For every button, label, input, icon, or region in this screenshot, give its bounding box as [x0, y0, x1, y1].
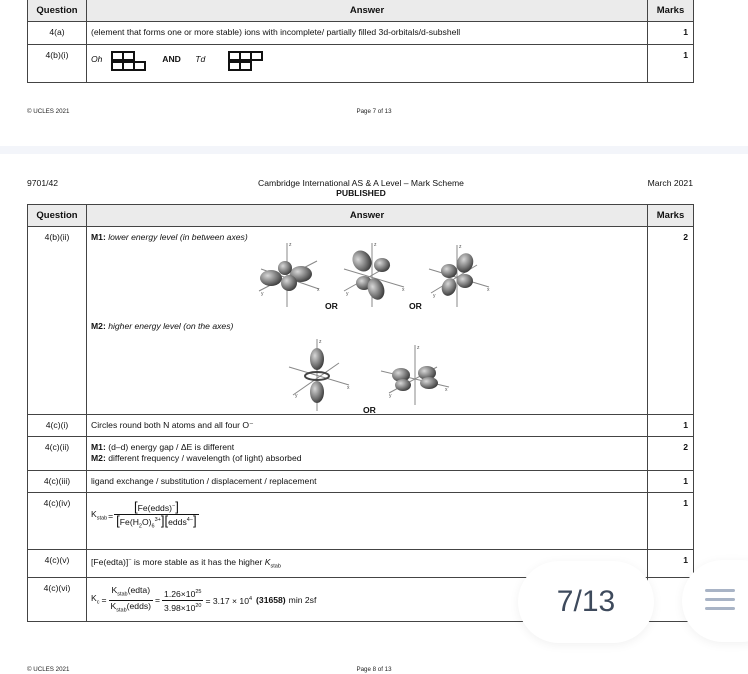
m2-label: M2:: [91, 321, 106, 331]
kstab-fraction: [114, 501, 198, 533]
orbital-dxy: [259, 242, 320, 307]
denominator: [109, 600, 154, 617]
numerator: [109, 585, 152, 601]
svg-text:y: y: [295, 393, 298, 399]
page-separator: [0, 146, 748, 154]
marks-cell: 1: [648, 22, 694, 45]
table-row: [28, 415, 694, 437]
svg-text:x: x: [402, 287, 405, 293]
kstab-symbol: [91, 509, 107, 525]
svg-text:y: y: [261, 291, 264, 297]
answer-cell: Circles round both N atoms and all four O⁻: [87, 415, 648, 437]
equals-sign: =: [101, 595, 107, 606]
m2-text: higher energy level (on the axes): [108, 321, 234, 331]
header-question: Question: [28, 205, 87, 227]
numerator: [Fe(edds)−]: [133, 499, 179, 514]
header-marks: Marks: [648, 205, 694, 227]
kstab-equation: [91, 501, 643, 533]
question-cell: 4(c)(v): [28, 550, 87, 578]
den2-charge: 4−: [186, 517, 194, 524]
answer-cell: [87, 493, 648, 550]
exam-date: March 2021: [647, 178, 693, 188]
m1-text: lower energy level (in between axes): [108, 232, 248, 242]
question-cell: 4(c)(i): [28, 415, 87, 437]
table-header-row: [28, 0, 694, 22]
m1-label: M1:: [91, 442, 106, 452]
table-row: [28, 471, 694, 493]
k-text: K: [91, 509, 97, 519]
table-row: [28, 437, 694, 471]
marks-cell: 1: [648, 45, 694, 83]
td-orbital-diagram: [228, 51, 261, 71]
kc-symbol: [91, 593, 99, 609]
svg-text:z: z: [417, 345, 420, 351]
den1b-text: O): [141, 517, 152, 527]
title-text: Cambridge International AS & A Level – Mark Scheme: [258, 178, 464, 188]
den1-sub: 2: [138, 523, 142, 530]
equals-sign: =: [155, 595, 161, 606]
k-text: K: [110, 601, 117, 612]
k-text: K: [264, 556, 271, 567]
syllabus-code: 9701/42: [27, 178, 59, 188]
den1-text: (edds): [126, 601, 152, 612]
document-title: [0, 178, 722, 198]
table-header-row: [28, 205, 694, 227]
answer-cell: [87, 45, 648, 83]
svg-text:x: x: [445, 387, 448, 393]
answer-complex: [Fe(edta)]: [91, 556, 129, 567]
orbitals-lower: [257, 239, 557, 313]
page-indicator-button[interactable]: 7/13: [518, 561, 654, 643]
orbital-dyz: [429, 244, 490, 307]
table-row: [28, 493, 694, 550]
header-question: Question: [28, 0, 87, 22]
numeric-ratio: [162, 587, 203, 614]
header-answer: Answer: [87, 0, 648, 22]
m1-text: (d–d) energy gap / ΔE is different: [108, 442, 235, 452]
or-label-3: OR: [363, 405, 376, 415]
answer-cell: [87, 227, 648, 415]
numerator-charge: −: [172, 503, 176, 510]
answer-cell: [87, 437, 648, 471]
footer-copyright: © UCLES 2021: [27, 666, 70, 673]
header-marks: Marks: [648, 0, 694, 22]
answer-charge: −: [128, 557, 132, 563]
question-cell: 4(b)(ii): [28, 227, 87, 415]
svg-text:y: y: [389, 393, 392, 399]
orbitals-higher: [287, 335, 487, 415]
orbital-dz2: [289, 339, 350, 411]
marks-cell: 1: [648, 471, 694, 493]
and-label: AND: [162, 54, 181, 64]
header-answer: Answer: [87, 205, 648, 227]
m1-line: [91, 442, 643, 453]
oh-text: Oh: [91, 54, 103, 64]
svg-text:z: z: [459, 244, 462, 250]
page-7: [0, 0, 748, 146]
footer-copyright: © UCLES 2021: [27, 108, 70, 115]
svg-text:y: y: [346, 291, 349, 297]
table-row: [28, 22, 694, 45]
orbital-dxz: [344, 242, 405, 307]
m2-label: M2:: [91, 453, 106, 463]
m2-line: [91, 453, 643, 464]
numerator: [162, 587, 203, 600]
orbital-dx2-y2: [381, 345, 449, 405]
den2-text: edds: [168, 517, 187, 527]
marks-cell: 2: [648, 227, 694, 415]
question-cell: 4(a): [28, 22, 87, 45]
published-label: PUBLISHED: [336, 188, 386, 198]
footer-page-number: Page 8 of 13: [356, 666, 392, 673]
den1-sub2: 6: [151, 523, 155, 530]
kc-sub: c: [96, 599, 100, 606]
exact-value: (31658): [256, 595, 286, 606]
svg-text:z: z: [374, 242, 377, 248]
denominator: [162, 600, 203, 614]
td-label: Td: [195, 54, 206, 64]
question-cell: 4(c)(vi): [28, 577, 87, 621]
k-sub: stab: [270, 563, 281, 570]
k-text: K: [111, 584, 118, 595]
marks-cell: 1: [648, 415, 694, 437]
k-sub: stab: [96, 515, 108, 522]
svg-text:z: z: [289, 242, 292, 248]
table-row: [28, 45, 694, 83]
den2-exp: 20: [195, 603, 202, 610]
kstab-ratio: [109, 585, 154, 617]
svg-text:x: x: [487, 287, 490, 293]
question-cell: 4(c)(ii): [28, 437, 87, 471]
k-sub: stab: [117, 591, 128, 598]
m2-line: [91, 321, 233, 332]
mark-scheme-table-page-8: [27, 204, 694, 622]
den2-text: 3.98×10: [164, 603, 196, 614]
or-label-1: OR: [325, 301, 338, 311]
oh-label: [91, 54, 102, 65]
denominator: $[Fe(H_2O)_6^{3+}][edds^{4-}]$: [114, 514, 198, 533]
den1-text: Fe(H: [119, 517, 139, 527]
marks-cell: 2: [648, 437, 694, 471]
marks-cell: 1: [648, 550, 694, 578]
result-text: = 3.17 × 10: [205, 596, 249, 607]
svg-text:y: y: [433, 293, 436, 299]
or-label-2: OR: [409, 301, 422, 311]
answer-cell: ligand exchange / substitution / displacement / replacement: [87, 471, 648, 493]
d-orbital-diagrams-lower: [257, 239, 557, 313]
numerator-text: Fe(edds): [137, 503, 172, 513]
answer-cell: (element that forms one or more stable) ions with incomplete/ partially filled 3d-orbitals/d-subshell: [87, 22, 648, 45]
question-cell: 4(c)(iii): [28, 471, 87, 493]
k-sub: stab: [116, 608, 127, 615]
sig-fig-note: min 2sf: [288, 595, 317, 606]
marks-cell: 1: [648, 493, 694, 550]
table-row: [28, 227, 694, 415]
num2-text: 1.26×10: [164, 589, 196, 600]
num2-exp: 25: [195, 589, 202, 596]
d-orbital-diagrams-higher: [287, 335, 487, 415]
hamburger-menu-icon: [705, 589, 735, 616]
mark-scheme-table-page-7: [27, 0, 694, 83]
footer-page-number: Page 7 of 13: [356, 108, 392, 115]
svg-text:x: x: [317, 287, 320, 293]
kc-text: K: [91, 592, 97, 603]
den1-charge: 3+: [154, 517, 161, 524]
oh-orbital-diagram: [111, 51, 144, 71]
num1-text: (edta): [127, 584, 151, 595]
m1-label: M1:: [91, 232, 106, 242]
result: [205, 594, 252, 607]
m2-text: different frequency / wavelength (of light) absorbed: [108, 453, 302, 463]
answer-text: is more stable as it has the higher: [131, 556, 265, 567]
question-cell: 4(c)(iv): [28, 493, 87, 550]
svg-text:z: z: [319, 339, 322, 345]
result-exp: 4: [248, 596, 253, 603]
equals-sign: =: [108, 511, 114, 522]
question-cell: 4(b)(i): [28, 45, 87, 83]
svg-text:x: x: [347, 385, 350, 391]
